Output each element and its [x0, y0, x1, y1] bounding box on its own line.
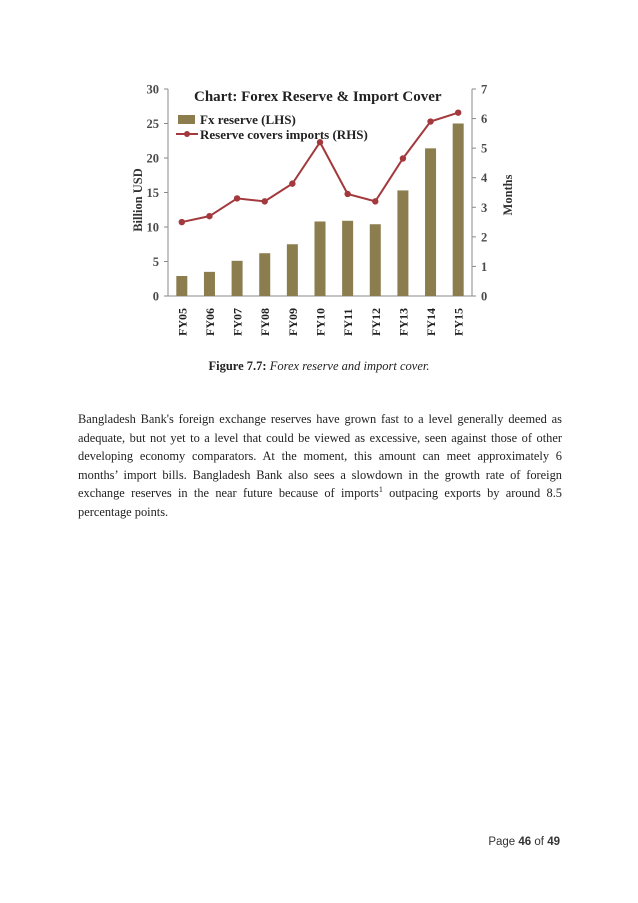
figure-caption [0, 359, 638, 374]
bar-FY12 [370, 224, 381, 296]
right-tick-label: 5 [481, 141, 488, 156]
category-labels [175, 308, 465, 336]
bar-FY05 [176, 276, 187, 296]
category-label-FY07: FY07 [230, 308, 245, 336]
right-tick-label: 0 [481, 289, 488, 304]
bar-FY07 [232, 261, 243, 296]
category-label-FY09: FY09 [285, 308, 300, 336]
bar-FY06 [204, 272, 215, 296]
footer-of-word: of [534, 836, 544, 848]
line-point-FY12 [372, 198, 378, 204]
line-point-FY08 [262, 198, 268, 204]
footnote-marker[interactable]: 1 [378, 485, 383, 495]
left-tick-label: 25 [146, 117, 159, 131]
caption-label: Figure 7.7: [208, 359, 267, 373]
line-point-FY11 [344, 191, 350, 197]
right-axis-title: Months [501, 174, 515, 216]
category-label-FY12: FY12 [368, 308, 383, 336]
page-footer [488, 836, 560, 848]
legend-bar-label: Fx reserve (LHS) [200, 112, 296, 127]
bar-FY09 [287, 244, 298, 296]
right-tick-label: 3 [481, 200, 488, 215]
category-label-FY10: FY10 [313, 308, 328, 336]
line-point-FY05 [179, 219, 185, 225]
left-tick-label: 0 [152, 289, 159, 304]
category-label-FY14: FY14 [424, 308, 439, 336]
body-paragraph [78, 410, 562, 522]
left-tick-label: 5 [152, 255, 159, 269]
left-tick-label: 30 [146, 82, 159, 97]
bar-FY10 [315, 221, 326, 296]
line-point-FY13 [400, 155, 406, 161]
line-point-FY15 [455, 109, 461, 115]
right-tick-label: 6 [481, 112, 488, 127]
category-label-FY05: FY05 [175, 308, 190, 336]
bar-FY13 [397, 190, 408, 296]
right-tick-label: 4 [481, 171, 488, 186]
footer-page-word: Page [488, 836, 516, 848]
footer-page-number: 46 [518, 836, 532, 848]
bar-FY15 [453, 124, 464, 297]
right-tick-label: 7 [481, 82, 488, 97]
category-label-FY15: FY15 [451, 308, 466, 336]
right-tick-label: 1 [481, 259, 488, 274]
left-tick-label: 15 [146, 186, 159, 200]
left-tick-label: 20 [146, 151, 159, 166]
right-tick-label: 2 [481, 230, 488, 245]
category-label-FY06: FY06 [202, 308, 217, 336]
legend [176, 112, 368, 142]
line-point-FY06 [206, 213, 212, 219]
bar-FY11 [342, 221, 353, 296]
legend-line-marker [184, 131, 190, 137]
paragraph-text-end: outpacing exports by around 8.5 percentage points. [78, 486, 562, 519]
category-label-FY08: FY08 [258, 308, 273, 336]
caption-text: Forex reserve and import cover. [269, 359, 430, 373]
left-tick-label: 10 [146, 220, 159, 235]
legend-bar-swatch [178, 115, 195, 124]
paragraph-text: Bangladesh Bank's foreign exchange reserves have grown fast to a level generally deemed as adequate, but not yet to a level that could be viewed as excessive, seen against those of other developing economy comparators. At the moment, this amount can meet approximately 6 months’ import bills. Bangladesh Bank also sees a slowdown in the growth rate of foreign exchange reserves in the near future because of imports [78, 412, 562, 501]
line-point-FY07 [234, 195, 240, 201]
chart-title: Chart: Forex Reserve & Import Cover [194, 89, 442, 105]
bar-FY08 [259, 253, 270, 296]
line-point-FY09 [289, 180, 295, 186]
category-label-FY13: FY13 [396, 308, 411, 336]
left-axis-title: Billion USD [131, 168, 145, 232]
category-label-FY11: FY11 [341, 308, 356, 336]
forex-reserve-chart [0, 0, 638, 360]
footer-total-pages: 49 [547, 836, 560, 848]
bar-FY14 [425, 148, 436, 296]
line-point-FY14 [427, 118, 433, 124]
legend-line-label: Reserve covers imports (RHS) [200, 127, 368, 142]
